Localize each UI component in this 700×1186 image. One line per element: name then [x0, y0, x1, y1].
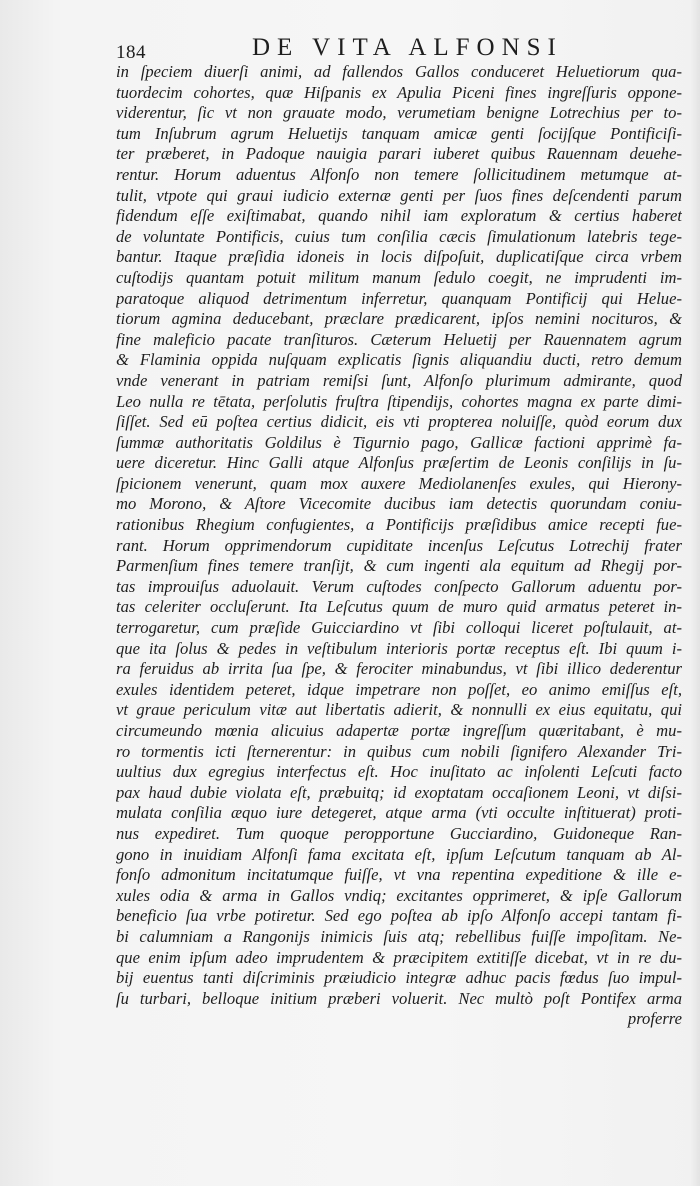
text-line: viderentur, ſic vt non grauate modo, verumetiam benigne Lotrechius per to- — [116, 103, 682, 123]
text-line: uere diceretur. Hinc Galli atque Alfonſus præſertim de Leonis conſilijs in ſu- — [116, 453, 682, 473]
text-line: ſummæ authoritatis Goldilus è Tigurnio pago, Gallicæ factioni apprimè fa- — [116, 432, 682, 452]
text-line: que enim ipſum adeo imprudentem & præcipitem extitiſſe dicebat, vt in re du- — [116, 947, 682, 967]
text-line: fine maleficio pacate tranſituros. Cæterum Heluetij per Rauennatem agrum — [116, 329, 682, 349]
running-head: DE VITA ALFONSI — [252, 34, 563, 61]
text-line: xules odia & arma in Gallos vndiq; excitantes opprimeret, & ipſe Gallorum — [116, 885, 682, 905]
text-line: in ſpeciem diuerſi animi, ad fallendos Gallos conduceret Heluetiorum qua- — [116, 62, 682, 81]
text-line: ra feruidus ab irrita ſua ſpe, & ferociter minabundus, vt ſibi illico dederentur — [116, 659, 682, 679]
text-line: tas improuiſus aduolauit. Verum cuſtodes conſpecto Gallorum aduentu por- — [116, 576, 682, 596]
text-line: vt graue periculum vitæ aut libertatis adierit, & nonnulli ex eius equitatu, qui — [116, 700, 682, 720]
text-line: circumeundo mœnia alicuius adapertæ portæ ingreſſum quæritabant, è mu- — [116, 721, 682, 740]
text-line: paratoque aliquod detrimentum inferretur, quanquam Pontificij qui Helue- — [116, 288, 682, 308]
text-line: mulata conſilia æquo iure detegeret, atque arma (vti occulte inſtituerat) proti- — [116, 803, 682, 823]
text-line: tiorum agmina deducebant, præclare prædicarent, ipſos nemini nocituros, & — [116, 309, 682, 329]
text-line: proferre — [627, 1009, 682, 1029]
page-edge-shadow — [690, 0, 700, 1186]
text-line: fonſo admonitum incitatumque fuiſſe, vt vna repentina expeditione & ille e- — [116, 865, 682, 885]
page-header — [108, 30, 678, 62]
text-line: terrogaretur, cum præſide Guicciardino vt ſibi colloqui liceret poſtulauit, at- — [116, 618, 682, 638]
text-line: uultius dux egregius interfectus eſt. Hoc inuſitato ac inſolenti Leſcuti facto — [116, 762, 682, 782]
text-line: rant. Horum opprimendorum cupiditate incenſus Leſcutus Lotrechij frater — [116, 535, 682, 555]
text-line: cuſtodijs quantam potuit militum manum ſedulo coegit, ne imprudenti im- — [116, 267, 682, 287]
text-line: Leo nulla re tētata, perſolutis fruſtra ſtipendijs, cohortes magna ex parte dimi- — [116, 391, 682, 411]
text-line: que ita ſolus & pedes in veſtibulum interioris portæ receptus eſt. Ibi quum i- — [116, 638, 682, 658]
text-line: de voluntate Pontificis, cuius tum conſilia cæcis ſimulationum latebris tege- — [116, 226, 682, 246]
text-line: mo Morono, & Aſtore Vicecomite ducibus iam detectis quorundam coniu- — [116, 494, 682, 514]
text-line: beneficio ſua vrbe potiretur. Sed ego poſtea ab ipſo Alfonſo accepi tantam fi- — [116, 906, 682, 926]
text-line: & Flaminia oppida nuſquam explicatis ſignis aliquandiu ducti, retro demum — [116, 350, 682, 370]
text-line: tas celeriter occluſerunt. Ita Leſcutus quum de muro quid armatus peteret in- — [116, 597, 682, 617]
text-line: fidendum eſſe exiſtimabat, quando nihil iam exploratum & certius haberet — [116, 206, 682, 226]
text-line: rationibus Rhegium confugientes, a Pontificijs præſidibus amice recepti fue- — [116, 515, 682, 535]
text-line: bantur. Itaque præſidia idoneis in locis diſpoſuit, duplicatiſque circa vrbem — [116, 247, 682, 267]
text-line: ſu turbari, belloque initium præberi voluerit. Nec multò poſt Pontifex arma — [116, 988, 682, 1008]
text-line: ſpicionem venerunt, quam mox auxere Mediolanenſes exules, qui Hierony- — [116, 473, 682, 493]
text-line: nus expediret. Tum quoque peropportune Gucciardino, Guidoneque Ran- — [116, 823, 682, 843]
text-line: tum Inſubrum agrum Heluetijs tanquam amicæ genti ſocijſque Pontificiſi- — [116, 123, 682, 143]
text-line: ter præberet, in Padoque nauigia parari iuberet quibus Rauennam deuehe- — [116, 144, 682, 164]
body-text — [116, 62, 682, 1030]
text-line: tulit, vtpote qui graui iudicio externæ genti per ſuos fines deſcendenti parum — [116, 185, 682, 205]
text-line: ſiſſet. Sed eū poſtea certius didicit, eis vti propterea noluiſſe, quòd eorum dux — [116, 412, 682, 432]
text-line: rentur. Horum aduentus Alfonſo non temere ſollicitudinem metumque at- — [116, 164, 682, 184]
text-line: bij euentus tanti diſcriminis præiudicio integræ adhuc pacis fœdus ſuo impul- — [116, 968, 682, 988]
page-number: 184 — [116, 42, 146, 63]
text-line: ro tormentis icti ſternerentur: in quibus cum nobili ſignifero Alexander Tri- — [116, 741, 682, 761]
text-line: Parmenſium fines temere tranſijt, & cum ingenti ala equitum ad Rhegij por- — [116, 556, 682, 576]
text-line: vnde venerant in patriam remiſsi ſunt, Alfonſo plurimum admirante, quod — [116, 370, 682, 390]
text-line: tuordecim cohortes, quæ Hiſpanis ex Apulia Piceni fines ingreſſuris oppone- — [116, 82, 682, 102]
text-line: pax haud dubie violata eſt, præbuitq; id exoptatam occaſionem Leoni, vt diſsi- — [116, 782, 682, 802]
text-line: gono in inuidiam Alfonſi fama excitata eſt, ipſum Leſcutum tanquam ab Al- — [116, 844, 682, 864]
text-line: exules identidem peteret, idque impetrare non poſſet, eo animo emiſſus eſt, — [116, 679, 682, 699]
text-line: bi calumniam a Rangonijs inimicis ſuis atq; rebellibus fuiſſe impoſitam. Ne- — [116, 926, 682, 946]
